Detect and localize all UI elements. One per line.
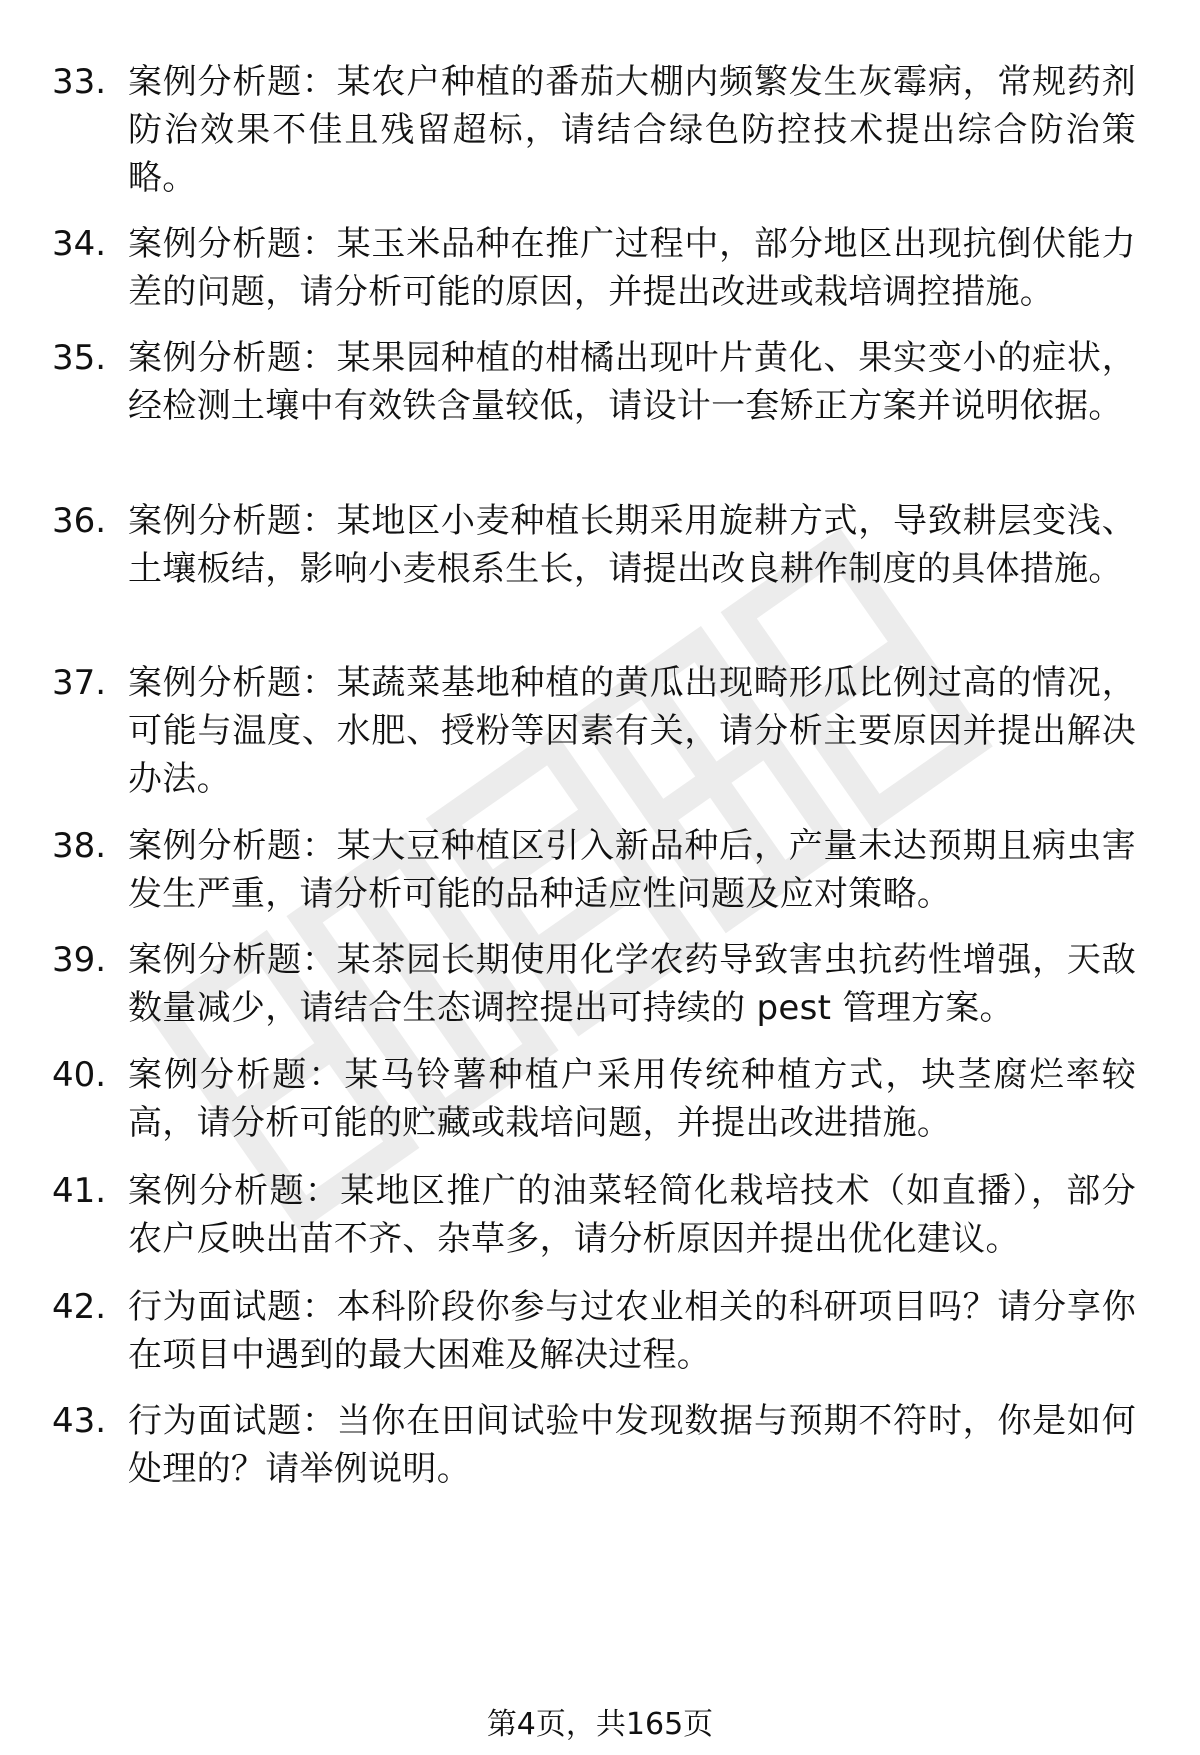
question-text: 案例分析题：某地区小麦种植长期采用旋耕方式，导致耕层变浅、土壤板结，影响小麦根系生长，请提出改良耕作制度的具体措施。 xyxy=(128,501,1136,589)
question-text: 案例分析题：某茶园长期使用化学农药导致害虫抗药性增强，天敌数量减少，请结合生态调控提出可持续的 pest 管理方案。 xyxy=(128,940,1136,1028)
question-number: 43. xyxy=(52,1401,107,1441)
question-number: 39. xyxy=(52,940,107,980)
question-number: 41. xyxy=(52,1171,107,1211)
question-text: 行为面试题：本科阶段你参与过农业相关的科研项目吗？请分享你在项目中遇到的最大困难及解决过程。 xyxy=(128,1287,1136,1375)
question-text: 案例分析题：某玉米品种在推广过程中，部分地区出现抗倒伏能力差的问题，请分析可能的原因，并提出改进或栽培调控措施。 xyxy=(128,224,1136,312)
question-number: 34. xyxy=(52,224,107,264)
question-text: 案例分析题：某蔬菜基地种植的黄瓜出现畸形瓜比例过高的情况，可能与温度、水肥、授粉等因素有关，请分析主要原因并提出解决办法。 xyxy=(128,663,1136,799)
page-footer: 第4页，共165页 xyxy=(486,1707,714,1742)
question-number: 36. xyxy=(52,501,107,541)
question-text: 案例分析题：某大豆种植区引入新品种后，产量未达预期且病虫害发生严重，请分析可能的品种适应性问题及应对策略。 xyxy=(128,826,1136,914)
question-number: 40. xyxy=(52,1055,107,1095)
question-text: 案例分析题：某农户种植的番茄大棚内频繁发生灰霉病，常规药剂防治效果不佳且残留超标，请结合绿色防控技术提出综合防治策略。 xyxy=(128,62,1136,198)
question-number: 37. xyxy=(52,663,107,703)
question-number: 35. xyxy=(52,338,107,378)
question-number: 42. xyxy=(52,1287,107,1327)
question-number: 38. xyxy=(52,826,107,866)
question-number: 33. xyxy=(52,62,107,102)
question-text: 案例分析题：某果园种植的柑橘出现叶片黄化、果实变小的症状，经检测土壤中有效铁含量较低，请设计一套矫正方案并说明依据。 xyxy=(128,338,1136,426)
question-text: 案例分析题：某马铃薯种植户采用传统种植方式，块茎腐烂率较高，请分析可能的贮藏或栽培问题，并提出改进措施。 xyxy=(128,1055,1136,1143)
question-text: 案例分析题：某地区推广的油菜轻简化栽培技术（如直播），部分农户反映出苗不齐、杂草多，请分析原因并提出优化建议。 xyxy=(128,1171,1136,1259)
question-text: 行为面试题：当你在田间试验中发现数据与预期不符时，你是如何处理的？请举例说明。 xyxy=(128,1401,1136,1489)
